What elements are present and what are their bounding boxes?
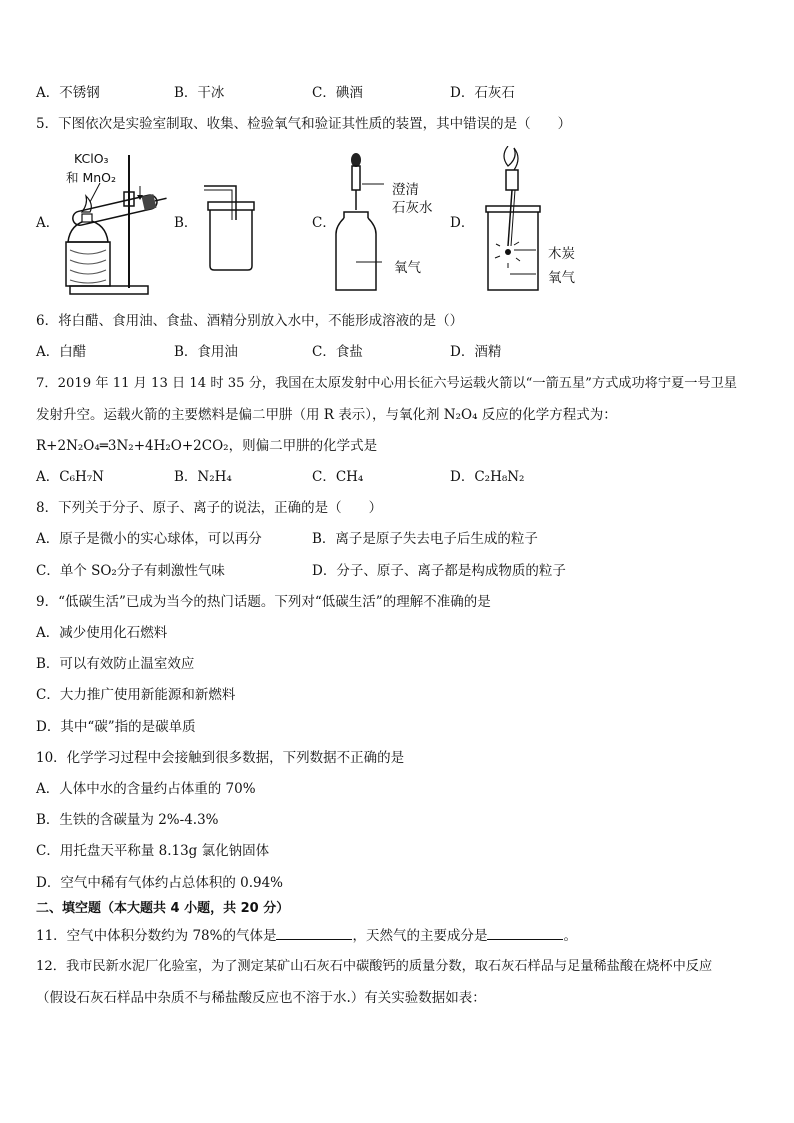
q5-a-reagent-line2: 和 MnO₂ — [66, 170, 117, 185]
q11-blank-1[interactable] — [276, 927, 352, 940]
q9-option-c: C．大力推广使用新能源和新燃料 — [36, 687, 236, 703]
q5-option-a-label: A． — [36, 215, 60, 231]
q7-line-1: 7．2019 年 11 月 13 日 14 时 35 分，我国在太原发射中心用长征六号运载火箭以“一箭五星”方式成功将宁夏一号卫星 — [36, 376, 737, 391]
q8-option-c: C．单个 SO₂分子有刺激性气味 — [36, 563, 225, 579]
q9-stem: 9．“低碳生活”已成为当今的热门话题。下列对“低碳生活”的理解不准确的是 — [36, 594, 491, 610]
q5-d-gas-label: 氧气 — [548, 270, 575, 286]
q5-apparatus-c-dropper-bottle — [330, 150, 390, 295]
q8-option-d: D．分子、原子、离子都是构成物质的粒子 — [312, 563, 566, 579]
q7-option-a: A．C₆H₇N — [36, 469, 104, 485]
q11-blank-2[interactable] — [487, 927, 563, 940]
q11-part-3: 。 — [563, 928, 577, 944]
q6-option-b: B．食用油 — [174, 344, 238, 360]
q10-option-d: D．空气中稀有气体约占总体积的 0.94% — [36, 875, 284, 891]
q7-line-3: R+2N₂O₄═3N₂+4H₂O+2CO₂，则偏二甲肼的化学式是 — [36, 438, 378, 454]
q6-option-a: A．白醋 — [36, 344, 87, 360]
q6-option-d: D．酒精 — [450, 344, 502, 360]
q5-c-reagent-line2: 石灰水 — [392, 200, 433, 216]
q10-option-c: C．用托盘天平称量 8.13g 氯化钠固体 — [36, 843, 270, 859]
q6-option-c: C．食盐 — [312, 344, 363, 360]
q5-apparatus-a-heating-setup — [60, 150, 180, 300]
q5-apparatus-b-collection-bottle — [196, 180, 266, 275]
q5-stem: 5．下图依次是实验室制取、收集、检验氧气和验证其性质的装置，其中错误的是（ ） — [36, 116, 572, 132]
q4-option-c: C．碘酒 — [312, 85, 363, 101]
q8-stem: 8．下列关于分子、原子、离子的说法，正确的是（ ） — [36, 500, 383, 516]
q11-part-1: 11．空气中体积分数约为 78%的气体是 — [36, 928, 277, 944]
q7-option-b: B．N₂H₄ — [174, 469, 232, 485]
q7-option-d: D．C₂H₈N₂ — [450, 469, 525, 485]
q7-option-c: C．CH₄ — [312, 469, 364, 485]
q12-line-2: （假设石灰石样品中杂质不与稀盐酸反应也不溶于水.）有关实验数据如表： — [36, 990, 486, 1006]
q10-option-a: A．人体中水的含量约占体重的 70% — [36, 781, 256, 797]
q5-option-c-label: C． — [312, 215, 336, 231]
q5-option-d-label: D． — [450, 215, 475, 231]
q5-d-solid-label: 木炭 — [548, 246, 575, 262]
q7-line-2: 发射升空。运载火箭的主要燃料是偏二甲肼（用 R 表示），与氧化剂 N₂O₄ 反应的化学方程式为： — [36, 407, 617, 423]
q8-option-b: B．离子是原子失去电子后生成的粒子 — [312, 531, 538, 547]
q8-option-a: A．原子是微小的实心球体，可以再分 — [36, 531, 262, 547]
q5-a-reagent-line1: KClO₃ — [74, 151, 109, 166]
q11-part-2: ，天然气的主要成分是 — [352, 928, 488, 944]
q4-option-b: B．干冰 — [174, 85, 225, 101]
q5-c-gas-label: 氧气 — [394, 260, 421, 276]
q4-option-d: D．石灰石 — [450, 85, 515, 101]
q10-option-b: B．生铁的含碳量为 2%-4.3% — [36, 812, 219, 828]
q5-apparatus-d-charcoal-jar — [480, 146, 550, 296]
q5-c-reagent-line1: 澄清 — [392, 182, 419, 198]
section-2-heading: 二、填空题（本大题共 4 小题，共 20 分） — [36, 901, 290, 916]
q9-option-d: D．其中“碳”指的是碳单质 — [36, 719, 196, 735]
q4-option-a: A．不锈钢 — [36, 85, 100, 101]
q12-line-1: 12．我市民新水泥厂化验室，为了测定某矿山石灰石中碳酸钙的质量分数，取石灰石样品与足量稀盐酸在烧杯中反应 — [36, 959, 713, 974]
q6-stem: 6．将白醋、食用油、食盐、酒精分别放入水中，不能形成溶液的是（） — [36, 313, 464, 329]
q10-stem: 10．化学学习过程中会接触到很多数据，下列数据不正确的是 — [36, 750, 405, 766]
q9-option-b: B．可以有效防止温室效应 — [36, 656, 195, 672]
q11-text — [36, 927, 577, 945]
q9-option-a: A．减少使用化石燃料 — [36, 625, 168, 641]
q5-option-b-label: B． — [174, 215, 198, 231]
